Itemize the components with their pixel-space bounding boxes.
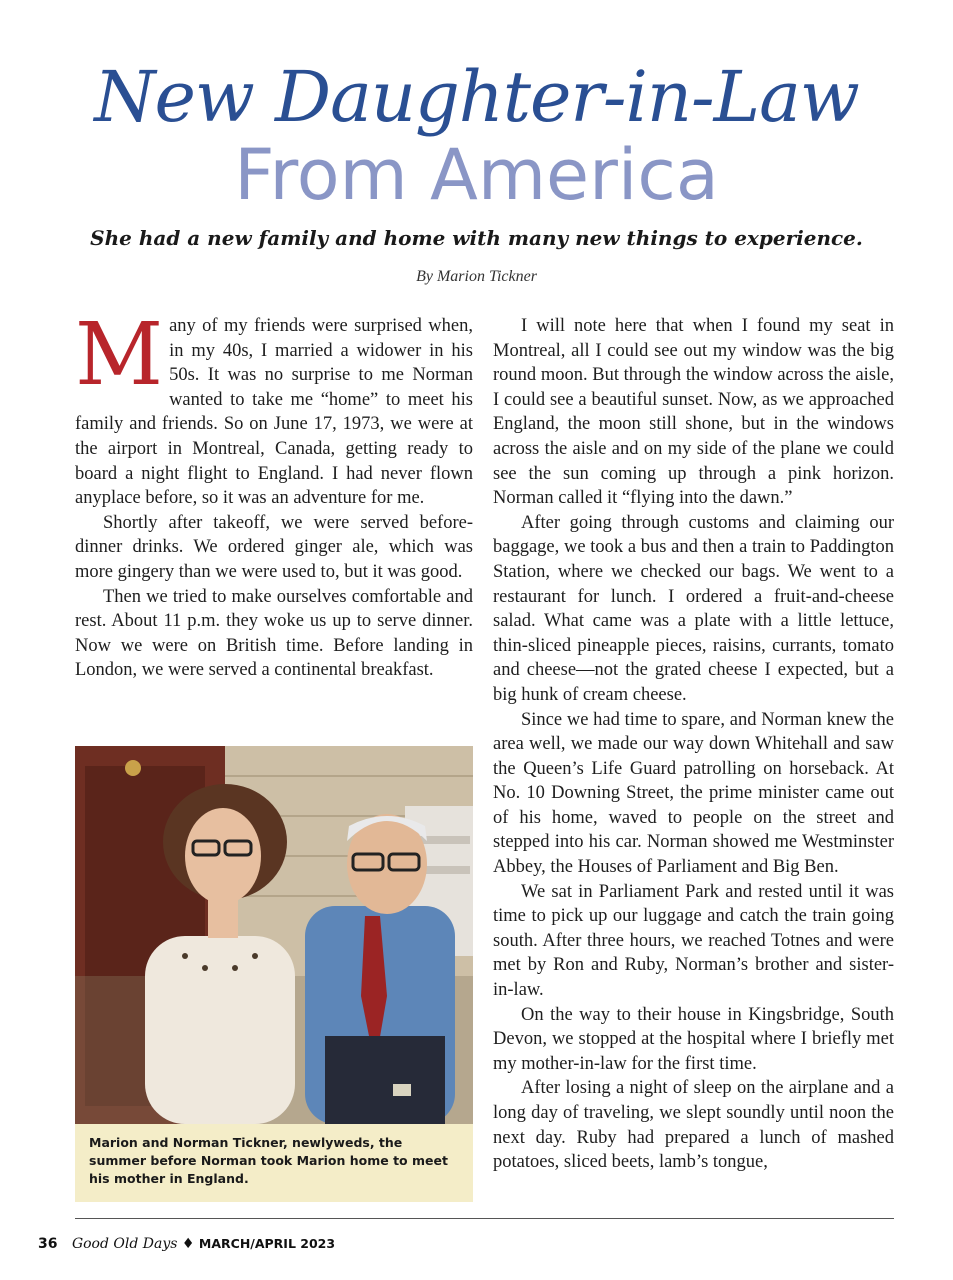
footer-divider bbox=[75, 1218, 894, 1219]
magazine-name: Good Old Days bbox=[71, 1236, 178, 1252]
footer-separator: ♦ bbox=[181, 1236, 195, 1252]
footer bbox=[38, 1236, 335, 1252]
subtitle: She had a new family and home with many new things to experience. bbox=[90, 226, 863, 250]
title-line-1: New Daughter-in-Law bbox=[94, 56, 859, 138]
paragraph: Then we tried to make ourselves comfortable and rest. About 11 p.m. they woke us up to serve dinner. Now we were on British time. Before landing in London, we were served a continental breakfast. bbox=[75, 586, 473, 681]
paragraph: After losing a night of sleep on the airplane and a long day of traveling, we slept soundly until noon the next day. Ruby had prepared a lunch of mashed potatoes, sliced beets, lamb’s tongue, bbox=[493, 1078, 894, 1173]
title-line-2: From America bbox=[234, 134, 719, 216]
photo-illustration bbox=[75, 746, 473, 1124]
drop-cap: M bbox=[75, 305, 164, 405]
paragraph: Shortly after takeoff, we were served before-dinner drinks. We ordered ginger ale, which was more gingery than we were used to, but it was good. bbox=[75, 512, 473, 582]
paragraph: After going through customs and claiming our baggage, we took a bus and then a train to Paddington Station, where we checked our bags. We went to a restaurant for lunch. I ordered a fruit-and-cheese salad. What came was a plate with a little lettuce, thin-sliced pineapple pieces, raisins, currants, tomato and cheese—not the grated cheese I expected, but a big hunk of cream cheese. bbox=[493, 512, 894, 705]
issue-date: MARCH/APRIL 2023 bbox=[198, 1236, 336, 1251]
paragraph: Many of my friends were surprised when, in my 40s, I married a widower in his 50s. It was no surprise to me Norman wanted to take me “home” to meet his family and friends. So on June 17, 1973, we were at the airport in Montreal, Canada, getting ready to board a night flight to England. I had never flown anyplace before, so it was an adventure for me. bbox=[75, 305, 473, 509]
paragraph: Since we had time to spare, and Norman knew the area well, we made our way down Whitehall and saw the Queen’s Life Guard patrolling on horseback. At No. 10 Downing Street, the prime minister came out of his home, waved to people on the street and stepped into his car. Norman showed me Westminster Abbey, the Houses of Parliament and Big Ben. bbox=[493, 709, 894, 878]
left-column bbox=[75, 305, 473, 683]
paragraph: We sat in Parliament Park and rested until it was time to pick up our luggage and catch the train going south. After three hours, we reached Totnes and were met by Ron and Ruby, Norman’s brother and sister-in-law. bbox=[493, 881, 894, 1001]
photo-caption: Marion and Norman Tickner, newlyweds, the summer before Norman took Marion home to meet his mother in England. bbox=[75, 1124, 473, 1202]
byline: By Marion Tickner bbox=[416, 268, 537, 285]
page-number: 36 bbox=[38, 1236, 58, 1252]
couple-photo bbox=[75, 746, 473, 1124]
paragraph: On the way to their house in Kingsbridge, South Devon, we stopped at the hospital where I briefly met my mother-in-law for the first time. bbox=[493, 1004, 894, 1074]
photo-figure bbox=[75, 746, 473, 1202]
right-column bbox=[493, 314, 894, 1175]
paragraph: I will note here that when I found my seat in Montreal, all I could see out my window was the big round moon. But through the window across the aisle, I could see a beautiful sunset. Now, as we approached England, the moon still shone, but in the windows across the aisle and on my side of the plane we could see the sun coming up through a pink horizon. Norman called it “flying into the dawn.” bbox=[493, 316, 894, 509]
